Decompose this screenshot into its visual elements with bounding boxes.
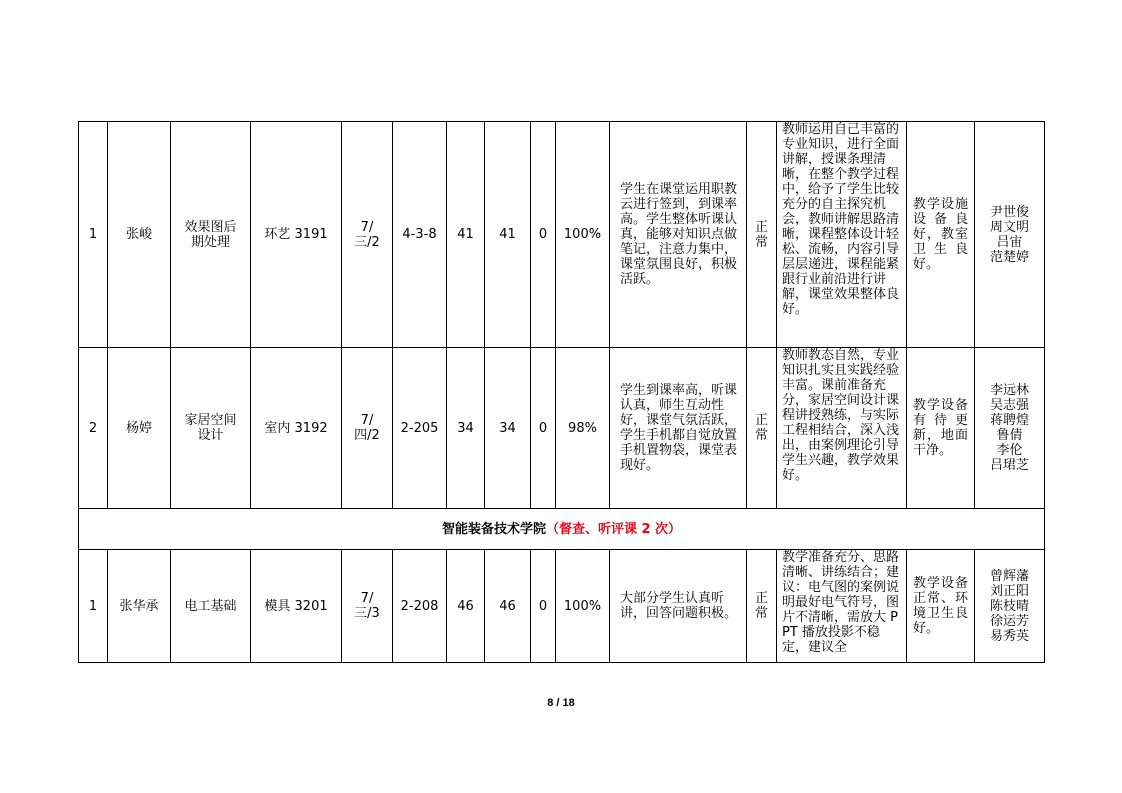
date-cell: 7/三/3 (342, 550, 393, 663)
section-title-college: 智能装备技术学院 (441, 521, 546, 537)
inspector-name: 曾辉藩 (989, 568, 1029, 584)
course-name: 效果图后期处理 (171, 122, 251, 348)
class-order: 正常 (747, 550, 777, 663)
room-cell: 2-205 (393, 348, 447, 509)
table-row (79, 550, 1045, 663)
inspector-name: 周文明 (989, 219, 1029, 235)
course-name: 电工基础 (171, 550, 251, 663)
inspector-name: 刘正阳 (989, 583, 1029, 599)
teacher-name: 杨婷 (108, 348, 171, 509)
facility-evaluation: 教学设备正常、环境卫生良好。 (907, 550, 975, 663)
class-name: 环艺 3191 (251, 122, 342, 348)
row-number: 1 (79, 122, 108, 348)
inspector-list (975, 122, 1045, 348)
row-number: 1 (79, 550, 108, 663)
date-cell: 7/三/2 (342, 122, 393, 348)
teacher-evaluation (777, 348, 907, 509)
expected-count: 34 (447, 348, 485, 509)
table-row (79, 348, 1045, 509)
inspection-table (78, 121, 1045, 663)
student-evaluation: 学生到课率高，听课认真，师生互动性好，课堂气氛活跃，学生手机都自觉放置手机置物袋，课堂表现好。 (610, 348, 747, 509)
facility-evaluation: 教学设施设备良好，教室卫生良好。 (907, 122, 975, 348)
table-row (79, 122, 1045, 348)
inspector-name: 蒋聘煌 (989, 413, 1029, 428)
teacher-evaluation-text: 教师运用自己丰富的专业知识，进行全面讲解，授课条理清晰，在整个教学过程中，给予了学生比较充分的自主探究机会，教师讲解思路清晰，课程整体设计轻松、流畅，内容引导层层递进，课程能紧跟行业前沿进行讲解，课堂效果整体良好。 (782, 122, 900, 317)
facility-evaluation: 教学设备有待更新，地面干净。 (907, 348, 975, 509)
teacher-evaluation-text: 教师教态自然，专业知识扎实且实践经验丰富。课前准备充分，家居空间设计课程讲授熟练，与实际工程相结合，深入浅出，由案例理论引导学生兴趣，教学效果好。 (782, 348, 900, 483)
room-cell: 2-208 (393, 550, 447, 663)
class-order: 正常 (747, 122, 777, 348)
teacher-evaluation (777, 122, 907, 348)
class-order: 正常 (747, 348, 777, 509)
section-title (79, 509, 1045, 550)
actual-count: 46 (485, 550, 531, 663)
class-name: 模具 3201 (251, 550, 342, 663)
inspector-list (975, 348, 1045, 509)
expected-count: 46 (447, 550, 485, 663)
inspector-name: 范楚婷 (989, 249, 1029, 265)
inspector-name: 吴志强 (989, 398, 1029, 413)
attendance-rate: 100% (556, 122, 610, 348)
class-name: 室内 3192 (251, 348, 342, 509)
inspector-name: 吕宙 (996, 234, 1023, 250)
inspector-name: 李远林 (989, 383, 1029, 398)
student-evaluation: 大部分学生认真听讲，回答问题积极。 (610, 550, 747, 663)
inspection-table-page (78, 121, 1045, 663)
student-evaluation: 学生在课堂运用职教云进行签到，到课率高。学生整体听课认真，能够对知识点做笔记，注意力集中，课堂氛围良好，积极活跃。 (610, 122, 747, 348)
section-title-note: （督查、听评课 2 次） (545, 521, 682, 537)
inspector-list (975, 550, 1045, 663)
room-cell: 4-3-8 (393, 122, 447, 348)
section-header-row (79, 509, 1045, 550)
teacher-name: 张华承 (108, 550, 171, 663)
inspector-name: 徐运芳 (989, 613, 1029, 629)
page-number: 8 / 18 (547, 697, 575, 709)
inspector-name: 吕珺芝 (989, 458, 1029, 473)
actual-count: 34 (485, 348, 531, 509)
inspector-name: 陈枝晴 (989, 598, 1029, 614)
attendance-rate: 98% (556, 348, 610, 509)
row-number: 2 (79, 348, 108, 509)
course-name: 家居空间设计 (171, 348, 251, 509)
actual-count: 41 (485, 122, 531, 348)
absent-count: 0 (531, 348, 556, 509)
date-cell: 7/四/2 (342, 348, 393, 509)
inspector-name: 李伦 (996, 443, 1023, 458)
teacher-evaluation-text: 教学准备充分、思路清晰、讲练结合；建议：电气图的案例说明最好电气符号，图片不清晰，需放大 PPT 播放投影不稳定，建议全 (782, 550, 900, 655)
inspector-name: 易秀英 (989, 628, 1029, 644)
teacher-name: 张峻 (108, 122, 171, 348)
attendance-rate: 100% (556, 550, 610, 663)
expected-count: 41 (447, 122, 485, 348)
inspector-name: 鲁倩 (996, 428, 1023, 443)
absent-count: 0 (531, 550, 556, 663)
absent-count: 0 (531, 122, 556, 348)
inspector-name: 尹世俊 (989, 204, 1029, 220)
teacher-evaluation (777, 550, 907, 663)
